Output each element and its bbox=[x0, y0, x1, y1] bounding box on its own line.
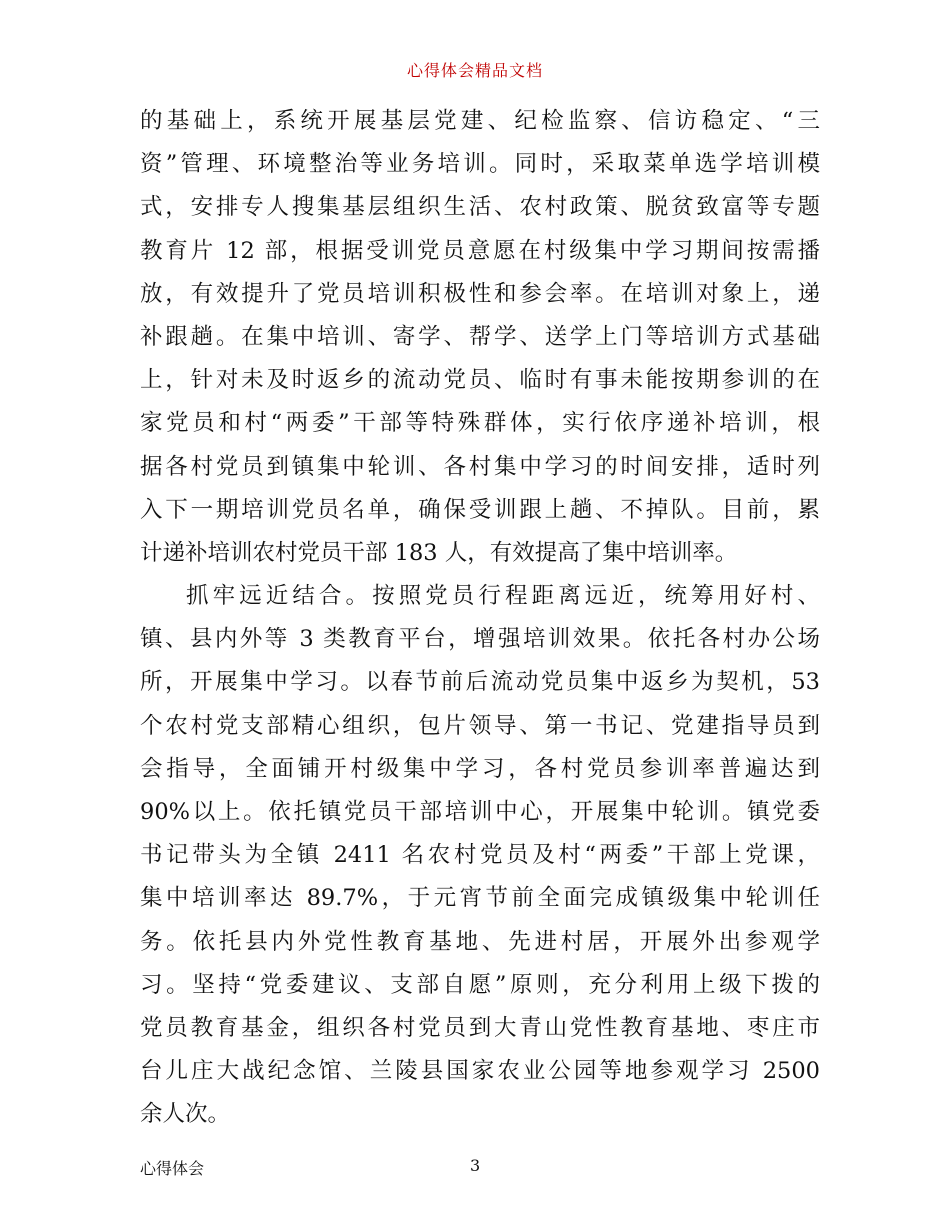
text-line: 务。依托县内外党性教育基地、先进村居，开展外出参观学 bbox=[140, 928, 820, 955]
text-line: 补跟趟。在集中培训、寄学、帮学、送学上门等培训方式基础 bbox=[140, 323, 820, 350]
text-line: 台儿庄大战纪念馆、兰陵县国家农业公园等地参观学习 2500 bbox=[140, 1058, 820, 1085]
text-line: 集中培训率达 89.7%，于元宵节前全面完成镇级集中轮训任 bbox=[140, 885, 820, 912]
text-line: 会指导，全面铺开村级集中学习，各村党员参训率普遍达到 bbox=[140, 755, 820, 782]
paragraph-start-line: 抓牢远近结合。按照党员行程距离远近，统筹用好村、 bbox=[186, 583, 820, 610]
text-line: 放，有效提升了党员培训积极性和参会率。在培训对象上，递 bbox=[140, 280, 820, 307]
text-line: 资”管理、环境整治等业务培训。同时，采取菜单选学培训模 bbox=[140, 151, 820, 178]
text-line: 个农村党支部精心组织，包片领导、第一书记、党建指导员到 bbox=[140, 712, 820, 739]
text-line: 上，针对未及时返乡的流动党员、临时有事未能按期参训的在 bbox=[140, 367, 820, 394]
text-line: 家党员和村“两委”干部等特殊群体，实行依序递补培训，根 bbox=[140, 410, 820, 437]
footer-label: 心得体会 bbox=[140, 1159, 205, 1178]
text-line: 教育片 12 部，根据受训党员意愿在村级集中学习期间按需播 bbox=[140, 237, 820, 264]
text-line: 党员教育基金，组织各村党员到大青山党性教育基地、枣庄市 bbox=[140, 1014, 820, 1041]
text-line: 的基础上，系统开展基层党建、纪检监察、信访稳定、“三 bbox=[140, 108, 820, 134]
text-line: 书记带头为全镇 2411 名农村党员及村“两委”干部上党课， bbox=[140, 842, 820, 869]
text-line: 式，安排专人搜集基层组织生活、农村政策、脱贫致富等专题 bbox=[140, 194, 820, 221]
document-header-title: 心得体会精品文档 bbox=[406, 61, 543, 80]
page-number: 3 bbox=[470, 1156, 481, 1175]
text-line: 余人次。 bbox=[140, 1101, 231, 1128]
text-line: 据各村党员到镇集中轮训、各村集中学习的时间安排，适时列 bbox=[140, 453, 820, 480]
text-line: 习。坚持“党委建议、支部自愿”原则，充分利用上级下拨的 bbox=[140, 971, 820, 998]
document-body bbox=[140, 100, 820, 1137]
text-line: 入下一期培训党员名单，确保受训跟上趟、不掉队。目前，累 bbox=[140, 496, 820, 523]
text-line: 镇、县内外等 3 类教育平台，增强培训效果。依托各村办公场 bbox=[140, 626, 820, 653]
text-line: 所，开展集中学习。以春节前后流动党员集中返乡为契机，53 bbox=[140, 669, 820, 696]
text-line: 计递补培训农村党员干部 183 人，有效提高了集中培训率。 bbox=[140, 539, 738, 566]
text-line: 90%以上。依托镇党员干部培训中心，开展集中轮训。镇党委 bbox=[140, 799, 820, 825]
